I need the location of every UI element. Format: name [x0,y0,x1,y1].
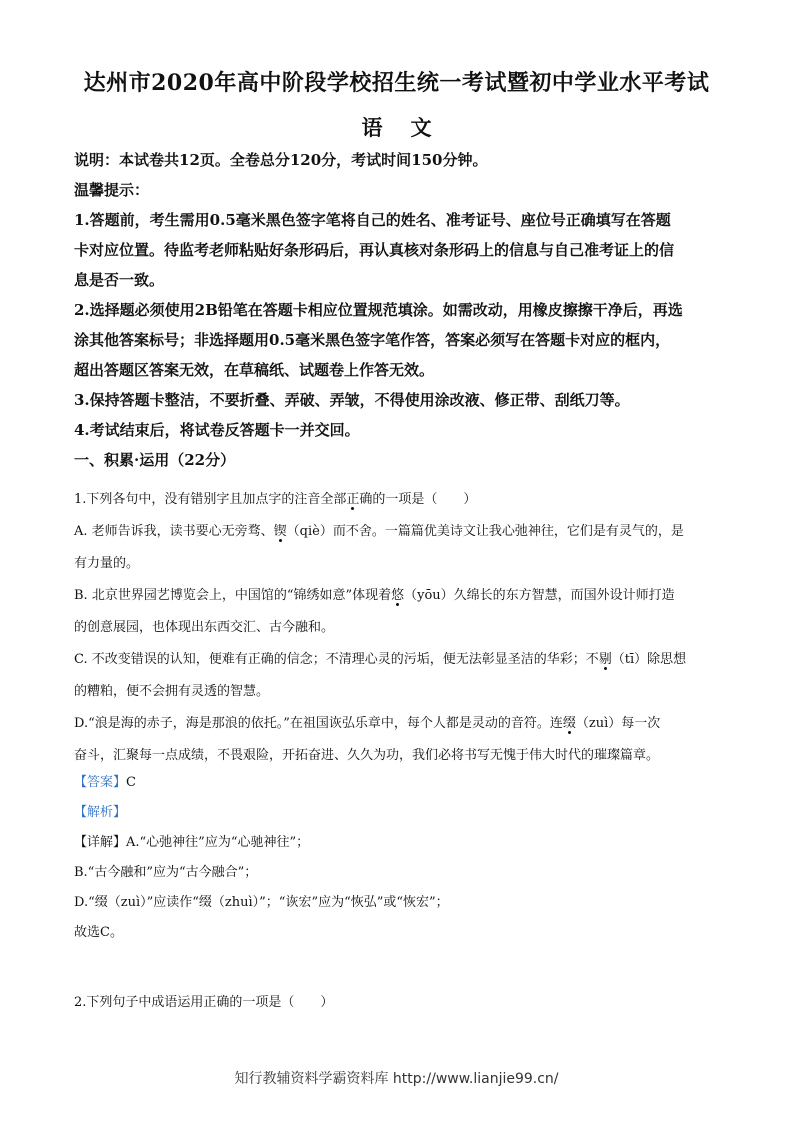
page-title: 达州市2020年高中阶段学校招生统一考试暨初中学业水平考试 [83,70,710,96]
option-a-text-1: A. 老师告诉我，读书要心无旁骛、 [74,524,274,539]
option-c-text-1: C. 不改变错误的认知，便难有正确的信念；不清理心灵的污垢，便无法彰显圣洁的华彩；不 [74,652,599,667]
question-1-stem [74,484,724,516]
tip-4: 4.考试结束后，将试卷反答题卡一并交回。 [74,421,360,439]
stem-part-2: 确的一项是（ ） [359,492,477,507]
dotted-char: 正 [346,492,360,507]
answer-tag: 【答案】 [74,775,127,790]
tip-2-line-2: 涂其他答案标号；非选择题用0.5毫米黑色签字笔作答，答案必须写在答题卡对应的框内， [74,331,671,349]
option-c [74,644,724,708]
subject-char-1: 语 [361,115,383,140]
subject-char-2: 文 [410,115,432,140]
question-2 [74,988,724,1018]
detail-a: A.“心弛神往”应为“心驰神往”； [126,835,310,850]
subject-heading [0,112,793,142]
option-b-line-2: 的创意展园，也体现出东西交汇、古今融和。 [74,620,335,635]
detail-line-a [74,828,724,858]
option-d-line-2: 奋斗，汇聚每一点成绩，不畏艰险，开拓奋进、久久为功，我们必将书写无愧于伟大时代的璀璨篇章。 [74,748,660,763]
tip-2-line-3: 超出答题区答案无效，在草稿纸、试题卷上作答无效。 [74,361,435,379]
tip-1-line-2: 卡对应位置。待监考老师粘贴好条形码后，再认真核对条形码上的信息与自己准考证上的信 [74,241,675,259]
tip-2 [74,295,724,385]
tip-2-line-1: 2.选择题必须使用2B铅笔在答题卡相应位置规范填涂。如需改动，用橡皮擦擦干净后，再选 [74,301,683,319]
option-c-line-2: 的糟粕，便不会拥有灵透的智慧。 [74,684,270,699]
option-b-text-1: B. 北京世界园艺博览会上，中国馆的“锦绣如意”体现着 [74,588,392,603]
tips-heading: 温馨提示： [74,181,150,199]
detail-line-d: D.“缀（zuì）”应读作“缀（zhuì）”；“诙宏”应为“恢弘”或“恢宏”； [74,895,449,910]
option-b-text-2: （yōu）久绵长的东方智慧，而国外设计师打造 [404,588,675,603]
exam-note: 说明：本试卷共12页。全卷总分120分，考试时间150分钟。 [74,151,488,169]
instructions [74,145,724,475]
answer-line [74,768,724,798]
tip-1 [74,205,724,295]
section-heading: 一、积累·运用（22分） [74,451,236,469]
option-a-line-2: 有力量的。 [74,556,140,571]
conclusion-line: 故选C。 [74,925,123,940]
dotted-char: 剔 [598,652,612,667]
tip-1-line-1: 1.答题前，考生需用0.5毫米黑色签字笔将自己的姓名、准考证号、座位号正确填写在答题 [74,211,671,229]
option-a-text-2: （qiè）而不舍。一篇篇优美诗文让我心弛神往，它们是有灵气的，是 [286,524,684,539]
page-footer: 知行教辅资料学霸资料库 http://www.lianjie99.cn/ [234,1071,559,1087]
stem-part-1: 1.下列各句中，没有错别字且加点字的注音全部 [74,492,347,507]
option-c-text-2: （tī）除思想 [611,652,687,667]
dotted-char: 锲 [273,524,287,539]
analysis-line [74,798,724,828]
option-d [74,708,724,772]
analysis-tag: 【解析】 [74,805,127,820]
option-d-text-2: （zuì）每一次 [575,716,661,731]
answer-section [74,768,724,948]
option-a [74,516,724,580]
tip-1-line-3: 息是否一致。 [74,271,165,289]
detail-line-b: B.“古今融和”应为“古今融合”； [74,865,258,880]
tip-3: 3.保持答题卡整洁，不要折叠、弄破、弄皱，不得使用涂改液、修正带、刮纸刀等。 [74,391,630,409]
dotted-char: 悠 [391,588,405,603]
dotted-char: 缀 [562,716,576,731]
answer-value: C [126,775,136,790]
question-1 [74,484,724,772]
question-2-stem: 2.下列句子中成语运用正确的一项是（ ） [74,995,334,1010]
detail-tag: 【详解】 [74,835,127,850]
option-b [74,580,724,644]
option-d-text-1: D.“浪是海的赤子，海是那浪的依托。”在祖国诙弘乐章中，每个人都是灵动的音符。连 [74,716,563,731]
